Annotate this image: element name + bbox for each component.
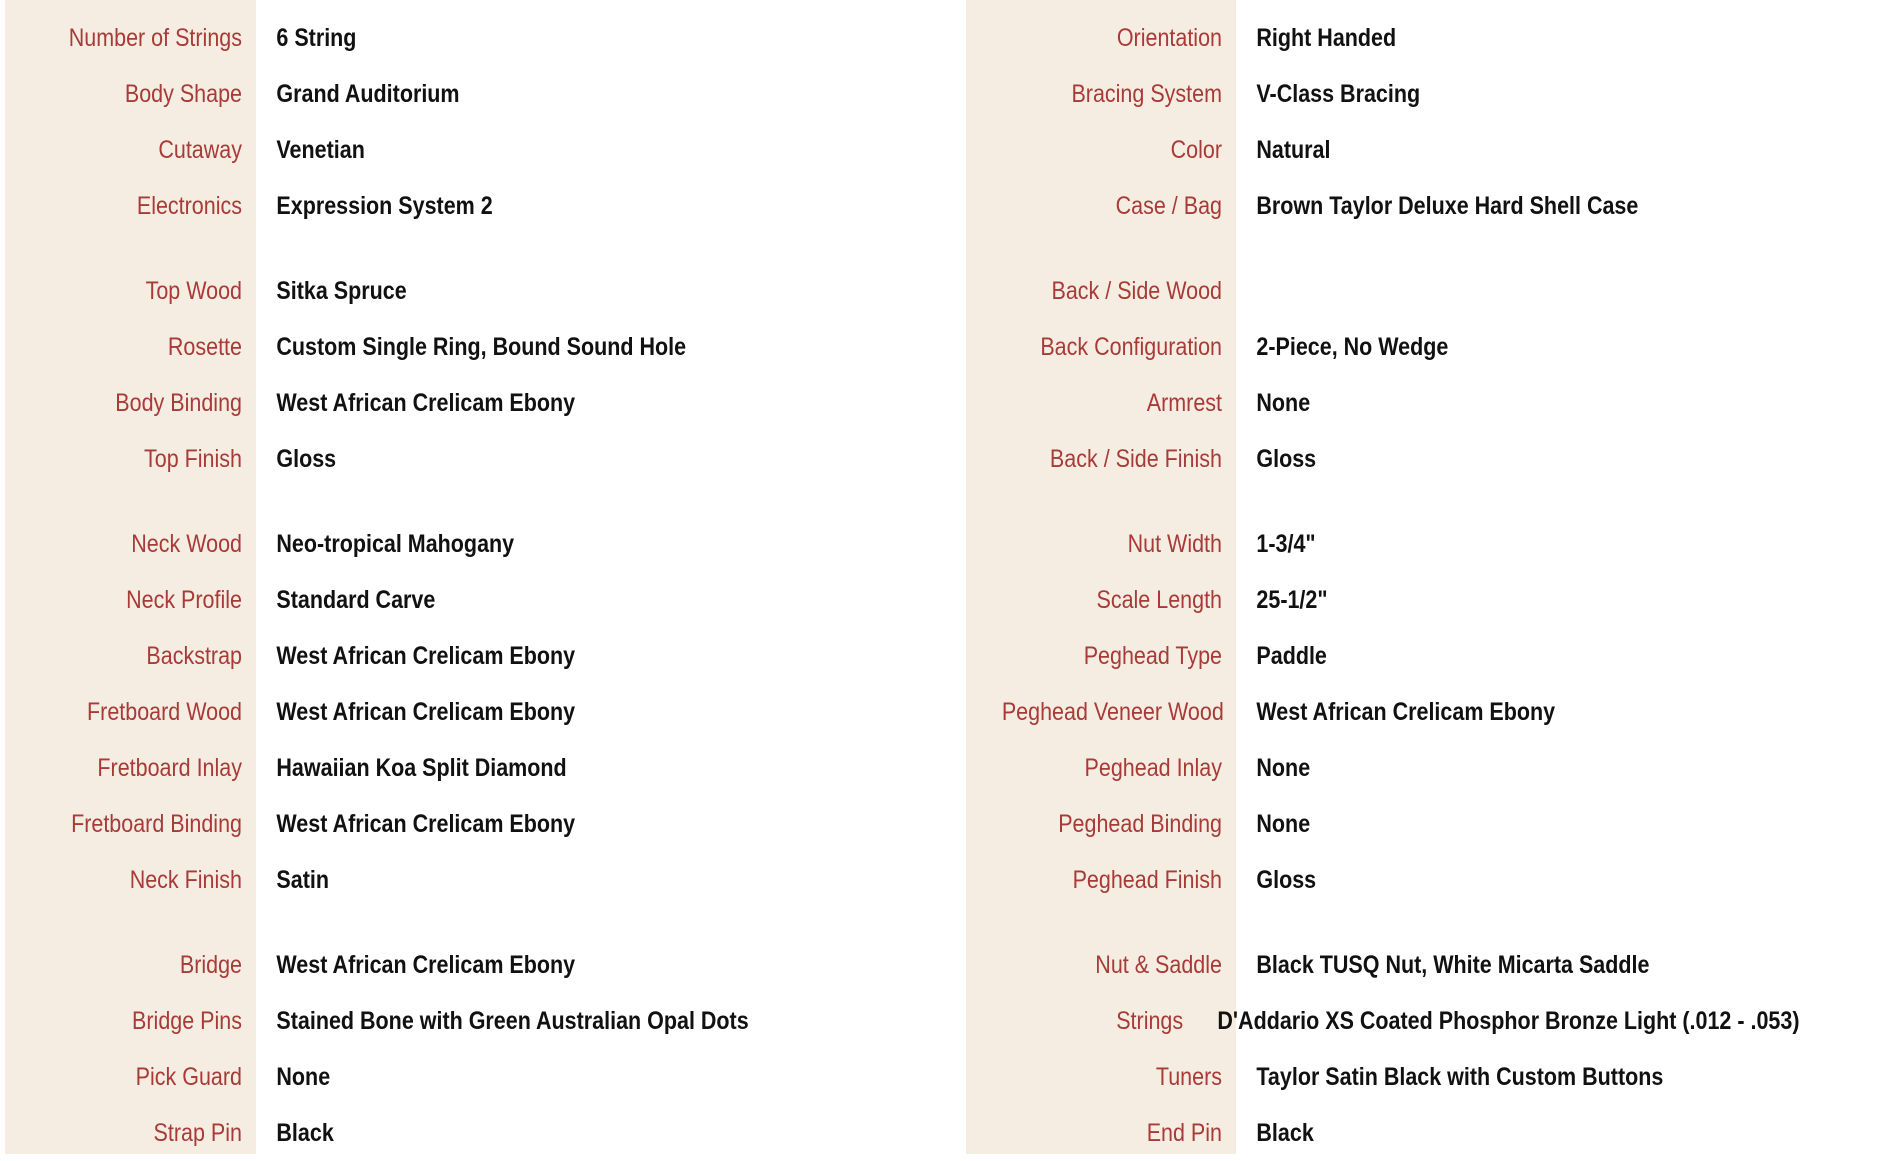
spec-row xyxy=(0,572,950,628)
spec-row xyxy=(0,740,950,796)
spec-row xyxy=(966,1049,1900,1105)
spec-label: Number of Strings xyxy=(68,23,242,52)
spec-value: Expression System 2 xyxy=(276,191,493,220)
spec-row xyxy=(966,740,1900,796)
spec-value: Standard Carve xyxy=(276,585,436,614)
spec-value: 1-3/4" xyxy=(1256,529,1316,558)
spec-value: None xyxy=(276,1062,331,1091)
spec-group xyxy=(0,516,950,908)
spec-label: Cutaway xyxy=(158,135,242,164)
spec-row xyxy=(966,178,1900,234)
spec-label: Peghead Type xyxy=(1083,641,1222,670)
spec-value: West African Crelicam Ebony xyxy=(1256,697,1556,726)
spec-label: Body Binding xyxy=(115,388,242,417)
spec-value: Custom Single Ring, Bound Sound Hole xyxy=(276,332,687,361)
spec-row xyxy=(0,319,950,375)
spec-row xyxy=(0,375,950,431)
spec-label: Bracing System xyxy=(1071,79,1222,108)
spec-label: Peghead Finish xyxy=(1072,865,1222,894)
spec-label: Armrest xyxy=(1146,388,1222,417)
spec-value: West African Crelicam Ebony xyxy=(276,388,576,417)
spec-label: Color xyxy=(1170,135,1222,164)
spec-label: Peghead Binding xyxy=(1058,809,1222,838)
spec-label: Strings xyxy=(1116,1006,1184,1035)
spec-label: Backstrap xyxy=(146,641,242,670)
spec-value: Stained Bone with Green Australian Opal Dots xyxy=(276,1006,749,1035)
spec-row xyxy=(966,375,1900,431)
spec-value: Brown Taylor Deluxe Hard Shell Case xyxy=(1256,191,1639,220)
spec-value: Right Handed xyxy=(1256,23,1397,52)
spec-value: Neo-tropical Mahogany xyxy=(276,529,515,558)
spec-value: None xyxy=(1256,388,1311,417)
spec-value: West African Crelicam Ebony xyxy=(276,950,576,979)
spec-row xyxy=(966,319,1900,375)
spec-label: Back / Side Wood xyxy=(1051,276,1222,305)
spec-row xyxy=(966,796,1900,852)
spec-row xyxy=(0,796,950,852)
spec-group xyxy=(966,263,1900,487)
spec-label: Scale Length xyxy=(1096,585,1222,614)
spec-label: Rosette xyxy=(167,332,242,361)
spec-value: Grand Auditorium xyxy=(276,79,460,108)
spec-label: Case / Bag xyxy=(1115,191,1222,220)
spec-label: Neck Finish xyxy=(129,865,242,894)
spec-label: Bridge xyxy=(179,950,242,979)
specs-right-column xyxy=(966,0,1900,1154)
spec-row xyxy=(966,431,1900,487)
spec-value: 6 String xyxy=(276,23,357,52)
spec-label: Nut & Saddle xyxy=(1095,950,1222,979)
spec-group xyxy=(966,10,1900,234)
spec-group xyxy=(0,10,950,234)
spec-value: 2-Piece, No Wedge xyxy=(1256,332,1449,361)
spec-row xyxy=(0,431,950,487)
spec-label: Pick Guard xyxy=(135,1062,242,1091)
spec-row xyxy=(0,10,950,66)
spec-row xyxy=(0,1105,950,1161)
spec-value: Venetian xyxy=(276,135,365,164)
spec-group xyxy=(0,263,950,487)
spec-value: Sitka Spruce xyxy=(276,276,407,305)
spec-row xyxy=(966,1105,1900,1161)
spec-label: Electronics xyxy=(136,191,242,220)
spec-group xyxy=(966,937,1900,1161)
spec-label: Fretboard Wood xyxy=(87,697,242,726)
spec-row xyxy=(966,852,1900,908)
spec-row xyxy=(0,937,950,993)
spec-label: Bridge Pins xyxy=(132,1006,242,1035)
spec-label: Back Configuration xyxy=(1040,332,1222,361)
spec-label: Back / Side Finish xyxy=(1049,444,1222,473)
spec-row xyxy=(0,684,950,740)
spec-value: Paddle xyxy=(1256,641,1327,670)
spec-label: Peghead Veneer Wood xyxy=(1001,697,1224,726)
spec-row xyxy=(0,1049,950,1105)
spec-label: Body Shape xyxy=(124,79,242,108)
spec-label: Fretboard Inlay xyxy=(97,753,242,782)
spec-label: Neck Profile xyxy=(126,585,242,614)
spec-group xyxy=(0,937,950,1161)
spec-value: Taylor Satin Black with Custom Buttons xyxy=(1256,1062,1664,1091)
spec-label: Fretboard Binding xyxy=(71,809,242,838)
spec-row xyxy=(0,178,950,234)
spec-row xyxy=(966,516,1900,572)
spec-label: Tuners xyxy=(1155,1062,1222,1091)
spec-label: Neck Wood xyxy=(131,529,242,558)
spec-label: Top Finish xyxy=(144,444,242,473)
spec-value: Gloss xyxy=(276,444,337,473)
spec-row xyxy=(0,122,950,178)
spec-value: D'Addario XS Coated Phosphor Bronze Light (.012 - .053) xyxy=(1217,1006,1800,1035)
spec-value: West African Crelicam Ebony xyxy=(276,809,576,838)
spec-row xyxy=(966,937,1900,993)
spec-value: West African Crelicam Ebony xyxy=(276,697,576,726)
spec-label: Top Wood xyxy=(145,276,242,305)
spec-value: V-Class Bracing xyxy=(1256,79,1421,108)
spec-row xyxy=(0,66,950,122)
spec-row xyxy=(966,993,1900,1049)
spec-value: Black xyxy=(1256,1118,1314,1147)
spec-value: Black TUSQ Nut, White Micarta Saddle xyxy=(1256,950,1650,979)
spec-value: Black xyxy=(276,1118,334,1147)
spec-value: Hawaiian Koa Split Diamond xyxy=(276,753,567,782)
spec-row xyxy=(0,993,950,1049)
spec-value: Gloss xyxy=(1256,444,1317,473)
spec-label: End Pin xyxy=(1146,1118,1222,1147)
spec-groups xyxy=(966,0,1900,1161)
spec-row xyxy=(0,263,950,319)
spec-value: Gloss xyxy=(1256,865,1317,894)
spec-group xyxy=(966,516,1900,908)
spec-row xyxy=(966,263,1900,319)
spec-row xyxy=(0,852,950,908)
spec-value: None xyxy=(1256,809,1311,838)
spec-value: Satin xyxy=(276,865,329,894)
spec-row xyxy=(966,684,1900,740)
spec-row xyxy=(0,516,950,572)
spec-value: West African Crelicam Ebony xyxy=(276,641,576,670)
spec-row xyxy=(966,122,1900,178)
specs-left-column xyxy=(0,0,950,1154)
spec-row xyxy=(966,66,1900,122)
spec-value: Natural xyxy=(1256,135,1331,164)
spec-row xyxy=(966,628,1900,684)
spec-value: 25-1/2" xyxy=(1256,585,1328,614)
spec-label: Peghead Inlay xyxy=(1084,753,1222,782)
spec-row xyxy=(0,628,950,684)
spec-row xyxy=(966,10,1900,66)
spec-label: Orientation xyxy=(1116,23,1222,52)
spec-value: None xyxy=(1256,753,1311,782)
spec-row xyxy=(966,572,1900,628)
spec-label: Nut Width xyxy=(1127,529,1222,558)
spec-label: Strap Pin xyxy=(153,1118,242,1147)
